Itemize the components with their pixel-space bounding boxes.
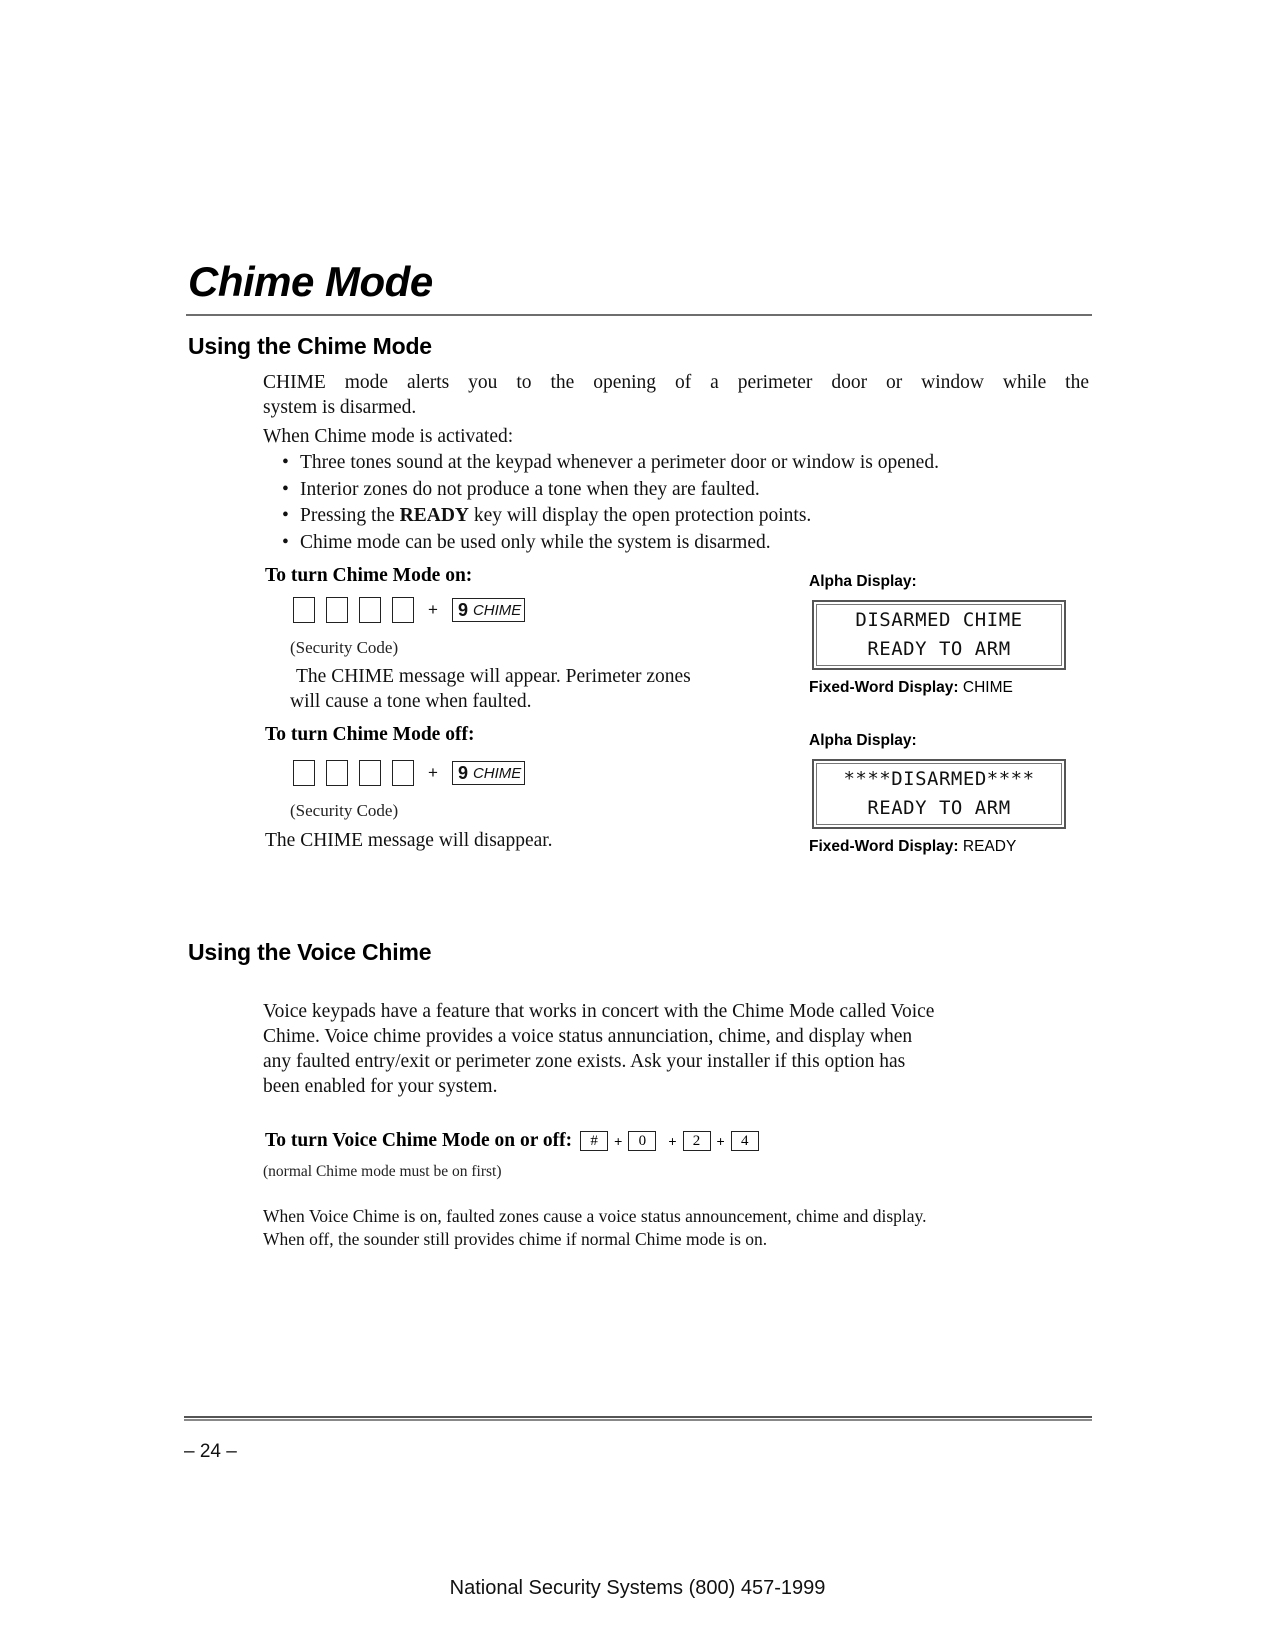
- fixed-word-display-value: READY: [962, 838, 1017, 855]
- security-code-digit-box: [293, 760, 315, 786]
- voice-chime-key-sequence: [580, 1131, 759, 1151]
- paragraph-line: Chime. Voice chime provides a voice status annunciation, chime, and display when: [263, 1026, 913, 1047]
- key-pound: #: [580, 1131, 608, 1151]
- lcd-line-1: ****DISARMED****: [843, 768, 1035, 790]
- fixed-word-display-value: CHIME: [962, 679, 1013, 696]
- security-code-digit-box: [326, 760, 348, 786]
- voice-chime-toggle-heading: To turn Voice Chime Mode on or off:: [265, 1130, 573, 1151]
- chime-key: [452, 761, 525, 785]
- paragraph-line: been enabled for your system.: [263, 1076, 498, 1097]
- security-code-digit-box: [293, 597, 315, 623]
- plus-sign: +: [614, 1133, 623, 1149]
- company-footer: National Security Systems (800) 457-1999: [449, 1577, 826, 1599]
- lcd-line-2: READY TO ARM: [867, 638, 1011, 660]
- turn-on-result-line-1: The CHIME message will appear. Perimeter zones: [296, 666, 691, 687]
- list-item: • Chime mode can be used only while the system is disarmed.: [282, 530, 1102, 557]
- footer-divider: [184, 1416, 1092, 1418]
- security-code-digit-box: [392, 760, 414, 786]
- voice-chime-note: (normal Chime mode must be on first): [263, 1163, 502, 1180]
- info-line: When Voice Chime is on, faulted zones cause a voice status announcement, chime and display.: [263, 1206, 927, 1226]
- security-code-digit-box: [359, 760, 381, 786]
- voice-chime-paragraph: [263, 999, 1103, 1099]
- title-divider: [186, 314, 1092, 316]
- turn-off-heading: To turn Chime Mode off:: [265, 724, 475, 745]
- section-heading-chime-mode: Using the Chime Mode: [188, 333, 432, 359]
- plus-sign: +: [716, 1133, 725, 1149]
- activated-label: When Chime mode is activated:: [263, 426, 514, 447]
- lcd-line-1: DISARMED CHIME: [855, 609, 1023, 631]
- chime-key: [452, 598, 525, 622]
- alpha-display-chime-on: [812, 600, 1066, 670]
- footer-divider-secondary: [184, 1419, 1092, 1421]
- turn-on-heading: To turn Chime Mode on:: [265, 565, 473, 586]
- chime-key-label: CHIME: [472, 601, 522, 619]
- voice-chime-toggle-row: [265, 1130, 759, 1152]
- ready-key-text: READY: [399, 505, 470, 526]
- list-item: • Pressing the READY key will display the open protection points.: [282, 503, 1102, 530]
- intro-line-2: system is disarmed.: [263, 397, 417, 418]
- voice-chime-info: [263, 1205, 927, 1251]
- page-number: – 24 –: [184, 1441, 237, 1462]
- plus-sign: +: [428, 600, 438, 619]
- turn-on-key-sequence: [293, 597, 525, 623]
- chime-key-label: CHIME: [472, 764, 522, 782]
- list-item: • Interior zones do not produce a tone when they are faulted.: [282, 477, 1102, 504]
- paragraph-line: Voice keypads have a feature that works in concert with the Chime Mode called Voice: [263, 1001, 935, 1022]
- alpha-display-chime-off: [812, 759, 1066, 829]
- plus-sign: +: [428, 763, 438, 782]
- list-item: • Three tones sound at the keypad whenever a perimeter door or window is opened.: [282, 450, 1102, 477]
- security-code-digit-box: [392, 597, 414, 623]
- page-title: Chime Mode: [188, 258, 433, 305]
- feature-list: [282, 450, 1102, 556]
- security-code-digit-box: [326, 597, 348, 623]
- fixed-word-display-label: Fixed-Word Display: CHIME: [809, 679, 1013, 696]
- paragraph-line: any faulted entry/exit or perimeter zone exists. Ask your installer if this option has: [263, 1051, 906, 1072]
- key-2: 2: [683, 1131, 711, 1151]
- chime-key-number: 9: [457, 599, 468, 620]
- security-code-caption: (Security Code): [290, 801, 399, 820]
- section-heading-voice-chime: Using the Voice Chime: [188, 939, 432, 965]
- key-0: 0: [628, 1131, 656, 1151]
- lcd-line-2: READY TO ARM: [867, 797, 1011, 819]
- turn-on-result-line-2: will cause a tone when faulted.: [290, 691, 532, 712]
- plus-sign: +: [668, 1133, 677, 1149]
- info-line: When off, the sounder still provides chime if normal Chime mode is on.: [263, 1229, 768, 1249]
- alpha-display-label: Alpha Display:: [809, 573, 917, 590]
- turn-off-key-sequence: [293, 760, 525, 786]
- intro-line-1: CHIME mode alerts you to the opening of a perimeter door or window while the: [263, 372, 1089, 393]
- key-4: 4: [731, 1131, 759, 1151]
- fixed-word-display-label: Fixed-Word Display: READY: [809, 838, 1017, 855]
- alpha-display-label: Alpha Display:: [809, 732, 917, 749]
- security-code-digit-box: [359, 597, 381, 623]
- turn-off-result: The CHIME message will disappear.: [265, 830, 553, 851]
- chime-key-number: 9: [457, 762, 468, 783]
- security-code-caption: (Security Code): [290, 638, 399, 657]
